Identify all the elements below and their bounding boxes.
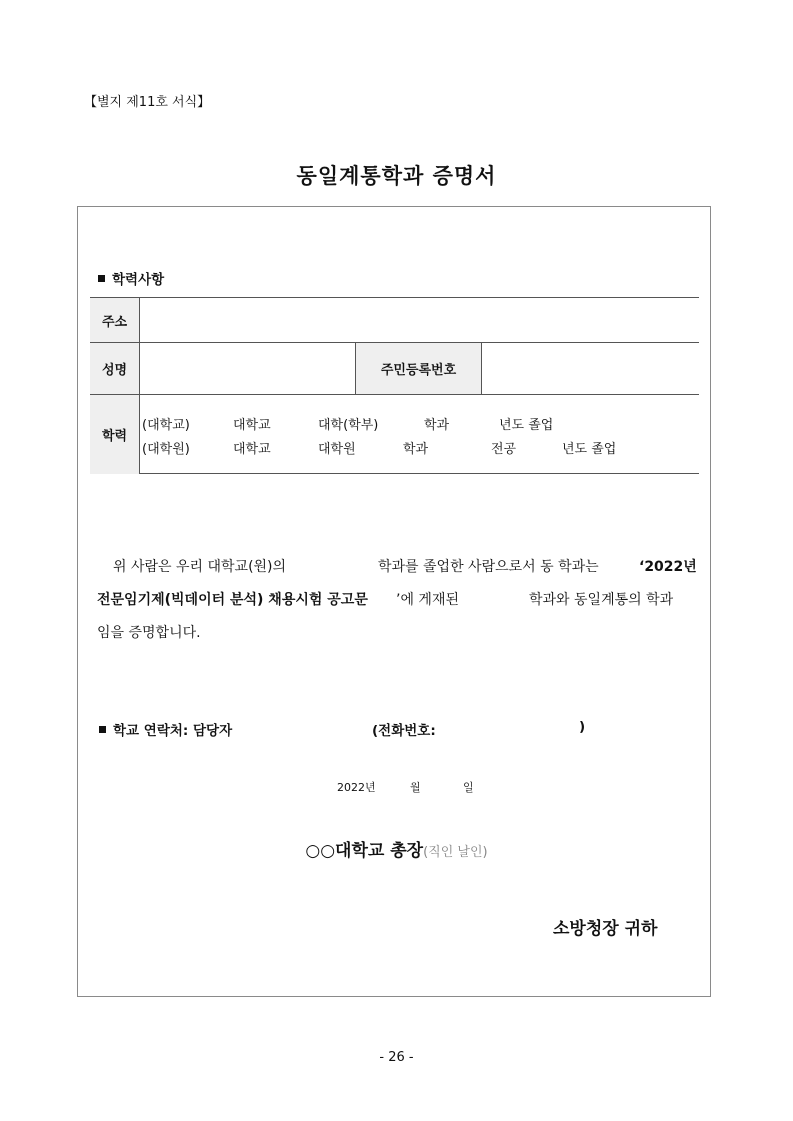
form-number: 【별지 제11호 서식】 bbox=[84, 95, 211, 110]
school-contact bbox=[99, 719, 232, 739]
education-label: 학력 bbox=[90, 395, 140, 474]
grad-grad: 년도 졸업 bbox=[562, 442, 617, 457]
education-row bbox=[90, 395, 699, 474]
section-heading-text: 학력사항 bbox=[112, 272, 165, 288]
body-line2-bold: 전문임기제(빅데이터 분석) 채용시험 공고문 bbox=[97, 592, 368, 608]
body-line2-b: 학과와 동일계통의 학과 bbox=[529, 592, 674, 608]
date-month: 월 bbox=[410, 781, 421, 794]
univ-college: 대학(학부) bbox=[318, 418, 379, 433]
name-value[interactable] bbox=[140, 343, 356, 394]
grad-college: 대학원 bbox=[318, 442, 356, 457]
name-label: 성명 bbox=[90, 343, 140, 394]
signer bbox=[0, 836, 793, 861]
grad-major: 전공 bbox=[491, 442, 517, 457]
section-heading bbox=[98, 268, 164, 288]
square-bullet-icon bbox=[98, 275, 105, 282]
rrn-value[interactable] bbox=[482, 343, 699, 394]
recipient: 소방청장 귀하 bbox=[553, 919, 658, 939]
phone-close: ) bbox=[579, 719, 586, 735]
address-label: 주소 bbox=[90, 298, 140, 342]
grad-type: (대학원) bbox=[142, 442, 190, 457]
education-value bbox=[140, 395, 699, 474]
contact-label: 학교 연락처: 담당자 bbox=[113, 723, 233, 739]
date-year: 2022년 bbox=[337, 781, 376, 794]
rrn-label: 주민등록번호 bbox=[356, 343, 482, 394]
univ-school: 대학교 bbox=[233, 418, 271, 433]
phone-label: (전화번호: bbox=[372, 723, 436, 739]
page-number: - 26 - bbox=[379, 1050, 414, 1065]
signer-name: ○○대학교 총장 bbox=[305, 841, 424, 861]
seal-note: (직인 날인) bbox=[423, 845, 488, 860]
address-row bbox=[90, 298, 699, 343]
body-line3: 임을 증명합니다. bbox=[97, 625, 201, 641]
education-table bbox=[90, 297, 699, 474]
body-line1-b: 학과를 졸업한 사람으로서 동 학과는 bbox=[378, 559, 599, 575]
document-title: 동일계통학과 증명서 bbox=[296, 164, 497, 188]
body-line1-bold: ‘2022년 bbox=[639, 559, 697, 575]
body-line2-a: ’에 게재된 bbox=[396, 592, 459, 608]
body-line1-a: 위 사람은 우리 대학교(원)의 bbox=[113, 559, 287, 575]
univ-grad: 년도 졸업 bbox=[499, 418, 554, 433]
name-row bbox=[90, 343, 699, 395]
address-value[interactable] bbox=[140, 298, 699, 342]
date-day: 일 bbox=[463, 781, 474, 794]
grad-dept: 학과 bbox=[403, 442, 429, 457]
univ-type: (대학교) bbox=[142, 418, 190, 433]
univ-dept: 학과 bbox=[424, 418, 450, 433]
grad-school: 대학교 bbox=[233, 442, 271, 457]
square-bullet-icon bbox=[99, 726, 106, 733]
